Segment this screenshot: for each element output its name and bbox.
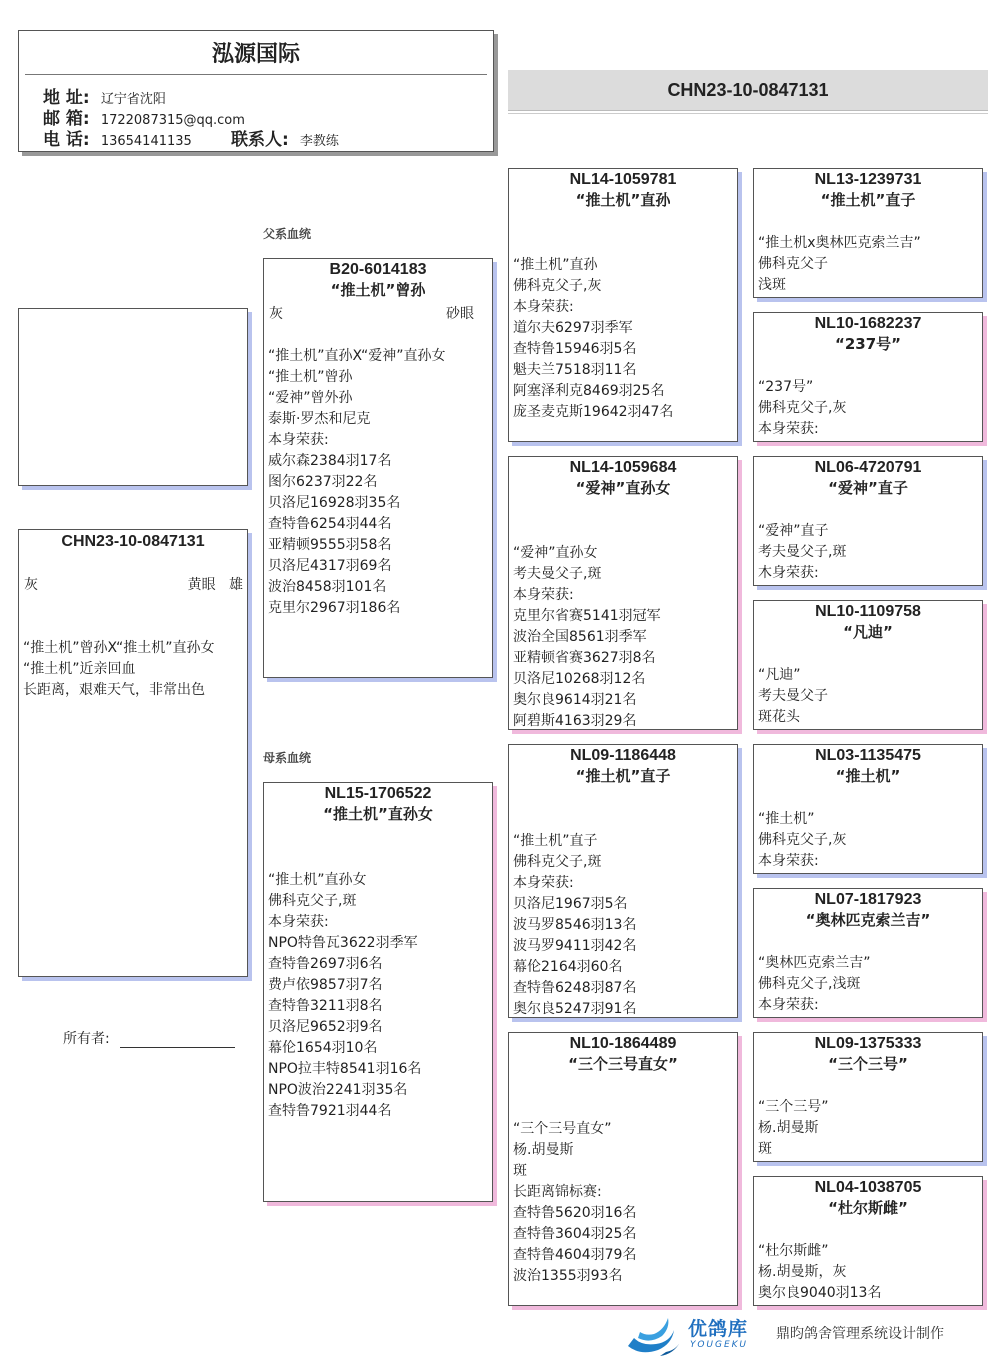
header-divider bbox=[25, 74, 487, 75]
loft-name: 泓源国际 bbox=[211, 42, 300, 67]
great-grandparent-name: “推土机”直子 bbox=[820, 191, 916, 209]
dam-ring: NL15-1706522 bbox=[324, 785, 432, 802]
great-grandparent-notes: “奥林匹克索兰吉” 佛科克父子,浅斑 本身荣获: bbox=[758, 955, 871, 1013]
grandparent-notes: “三个三号直女” 杨.胡曼斯 斑 长距离锦标赛: 查特鲁5620羽16名 查特鲁3604羽25名 查特鲁4604羽79名 波治1355羽93名 bbox=[513, 1121, 637, 1284]
great-grandparent-ring: NL13-1239731 bbox=[814, 171, 922, 188]
email-value: 1722087315@qq.com bbox=[100, 113, 245, 128]
footer-credit: 鼎昀鸽舍管理系统设计制作 bbox=[776, 1326, 944, 1342]
dam-card bbox=[263, 782, 493, 1202]
great-grandparent-notes: “237号” 佛科克父子,灰 本身荣获: bbox=[758, 379, 847, 437]
phone-value: 13654141135 bbox=[100, 134, 192, 149]
loft-header-card bbox=[18, 30, 494, 152]
great-grandparent-name: “爱神”直子 bbox=[828, 479, 908, 497]
owner-label: 所有者: bbox=[63, 1031, 110, 1047]
sire-ring: B20-6014183 bbox=[329, 261, 427, 278]
great-grandparent-name: “奥林匹克索兰吉” bbox=[805, 911, 931, 929]
great-grandparent-notes: “三个三号” 杨.胡曼斯 斑 bbox=[758, 1099, 829, 1157]
great-grandparent-ring: NL10-1682237 bbox=[814, 315, 922, 332]
sire-color: 灰 bbox=[269, 306, 283, 322]
contact-row bbox=[231, 125, 339, 150]
contact-value: 李教练 bbox=[299, 134, 339, 149]
grandparent-ring: NL09-1186448 bbox=[570, 747, 676, 764]
logo-text-en: YOUGEKU bbox=[690, 1340, 749, 1350]
subject-eye-sex: 黄眼 雄 bbox=[187, 577, 243, 593]
great-grandparent-notes: “爱神”直子 考夫曼父子,斑 木身荣获: bbox=[758, 523, 847, 581]
grandparent-ring: NL14-1059781 bbox=[569, 171, 677, 188]
subject-ring: CHN23-10-0847131 bbox=[61, 533, 205, 550]
phone-label: 电 话: bbox=[43, 130, 90, 150]
footer bbox=[620, 1312, 980, 1358]
great-grandparent-name: “237号” bbox=[834, 335, 902, 353]
subject-color: 灰 bbox=[24, 577, 38, 593]
grandparent-ring: NL14-1059684 bbox=[569, 459, 677, 476]
great-grandparent-ring: NL04-1038705 bbox=[814, 1179, 922, 1196]
grandparent-name: “爱神”直孙女 bbox=[575, 479, 671, 497]
grandparent-ring: NL10-1864489 bbox=[569, 1035, 677, 1052]
dam-notes: “推土机”直孙女 佛科克父子,斑 本身荣获: NPO特鲁瓦3622羽季军 查特鲁2697羽6名 费卢依9857羽7名 查特鲁3211羽8名 贝洛尼9652羽9名 幕伦1654羽10名 NPO拉丰特8541羽16名 NPO波治2241羽35名 查特鲁7921羽44名 bbox=[268, 872, 422, 1119]
great-grandparent-ring: NL09-1375333 bbox=[814, 1035, 922, 1052]
grandparent-notes: “爱神”直孙女 考夫曼父子,斑 本身荣获: 克里尔省赛5141羽冠军 波治全国8561羽季军 亚精顿省赛3627羽8名 贝洛尼10268羽12名 奥尔良9614羽21名 阿碧斯4163羽29名 bbox=[513, 545, 661, 729]
grandparent-card bbox=[508, 168, 738, 442]
grandparent-name: “三个三号直女” bbox=[568, 1055, 678, 1073]
great-grandparent-ring: NL06-4720791 bbox=[814, 459, 922, 476]
subject-card bbox=[18, 529, 248, 977]
address-label: 地 址: bbox=[43, 88, 90, 108]
great-grandparent-card bbox=[753, 600, 983, 730]
phone-row bbox=[43, 125, 192, 150]
great-grandparent-name: “杜尔斯雌” bbox=[828, 1199, 908, 1217]
sire-line-label: 父系血统 bbox=[263, 227, 312, 241]
contact-label: 联系人: bbox=[231, 130, 289, 150]
great-grandparent-notes: “推土机” 佛科克父子,灰 本身荣获: bbox=[758, 811, 847, 869]
grandparent-notes: “推土机”直子 佛科克父子,斑 本身荣获: 贝洛尼1967羽5名 波马罗8546羽13名 波马罗9411羽42名 幕伦2164羽60名 查特鲁6248羽87名 奥尔良5247羽91名 bbox=[513, 833, 637, 1017]
sire-notes: “推土机”直孙X“爱神”直孙女 “推土机”曾孙 “爱神”曾外孙 泰斯·罗杰和尼克 本身荣获: 威尔森2384羽17名 图尔6237羽22名 贝洛尼16928羽35名 查特鲁6254羽44名 亚精顿9555羽58名 贝洛尼4317羽69名 波治8458羽101名 克里尔2967羽186名 bbox=[268, 348, 446, 616]
grandparent-card bbox=[508, 456, 738, 730]
great-grandparent-card bbox=[753, 456, 983, 586]
pigeon-photo-frame bbox=[18, 308, 248, 486]
sire-name: “推土机”曾孙 bbox=[330, 281, 426, 299]
sire-card bbox=[263, 258, 493, 678]
great-grandparent-name: “推土机” bbox=[835, 767, 901, 785]
great-grandparent-ring: NL07-1817923 bbox=[814, 891, 922, 908]
grandparent-name: “推土机”直子 bbox=[575, 767, 671, 785]
title-ring: CHN23-10-0847131 bbox=[667, 80, 829, 100]
great-grandparent-notes: “推土机x奥林匹克索兰吉” 佛科克父子 浅斑 bbox=[758, 235, 921, 293]
grandparent-card bbox=[508, 744, 738, 1018]
great-grandparent-card bbox=[753, 1032, 983, 1162]
title-underline bbox=[508, 113, 988, 114]
owner-row bbox=[63, 1028, 235, 1048]
great-grandparent-card bbox=[753, 888, 983, 1018]
great-grandparent-notes: “凡迪” 考夫曼父子 斑花头 bbox=[758, 667, 828, 725]
email-label: 邮 箱: bbox=[43, 109, 90, 129]
great-grandparent-card bbox=[753, 312, 983, 442]
grandparent-name: “推土机”直孙 bbox=[575, 191, 671, 209]
great-grandparent-ring: NL10-1109758 bbox=[815, 603, 921, 620]
title-ring-bar bbox=[508, 70, 988, 111]
great-grandparent-notes: “杜尔斯雌” 杨.胡曼斯，灰 奥尔良9040羽13名 bbox=[758, 1243, 882, 1301]
grandparent-notes: “推土机”直孙 佛科克父子,灰 本身荣获: 道尔夫6297羽季军 查特鲁15946羽5名 魁夫兰7518羽11名 阿塞泽利克8469羽25名 庞圣麦克斯19642羽47名 bbox=[513, 257, 674, 420]
great-grandparent-name: “三个三号” bbox=[828, 1055, 908, 1073]
dam-name: “推土机”直孙女 bbox=[323, 805, 433, 823]
great-grandparent-card bbox=[753, 168, 983, 298]
great-grandparent-card bbox=[753, 1176, 983, 1306]
dam-line-label: 母系血统 bbox=[263, 751, 312, 765]
great-grandparent-ring: NL03-1135475 bbox=[815, 747, 921, 764]
logo-text-cn: 优鸽库 bbox=[688, 1318, 749, 1340]
grandparent-card bbox=[508, 1032, 738, 1306]
address-value: 辽宁省沈阳 bbox=[100, 92, 166, 107]
great-grandparent-card bbox=[753, 744, 983, 874]
owner-blank-line[interactable] bbox=[120, 1031, 235, 1048]
great-grandparent-name: “凡迪” bbox=[843, 623, 893, 641]
sire-eye: 砂眼 bbox=[446, 306, 474, 322]
subject-notes: “推土机”曾孙X“推土机”直孙女 “推土机”近亲回血 长距离，艰难天气，非常出色 bbox=[23, 640, 215, 698]
swirl-logo-icon bbox=[620, 1312, 686, 1358]
